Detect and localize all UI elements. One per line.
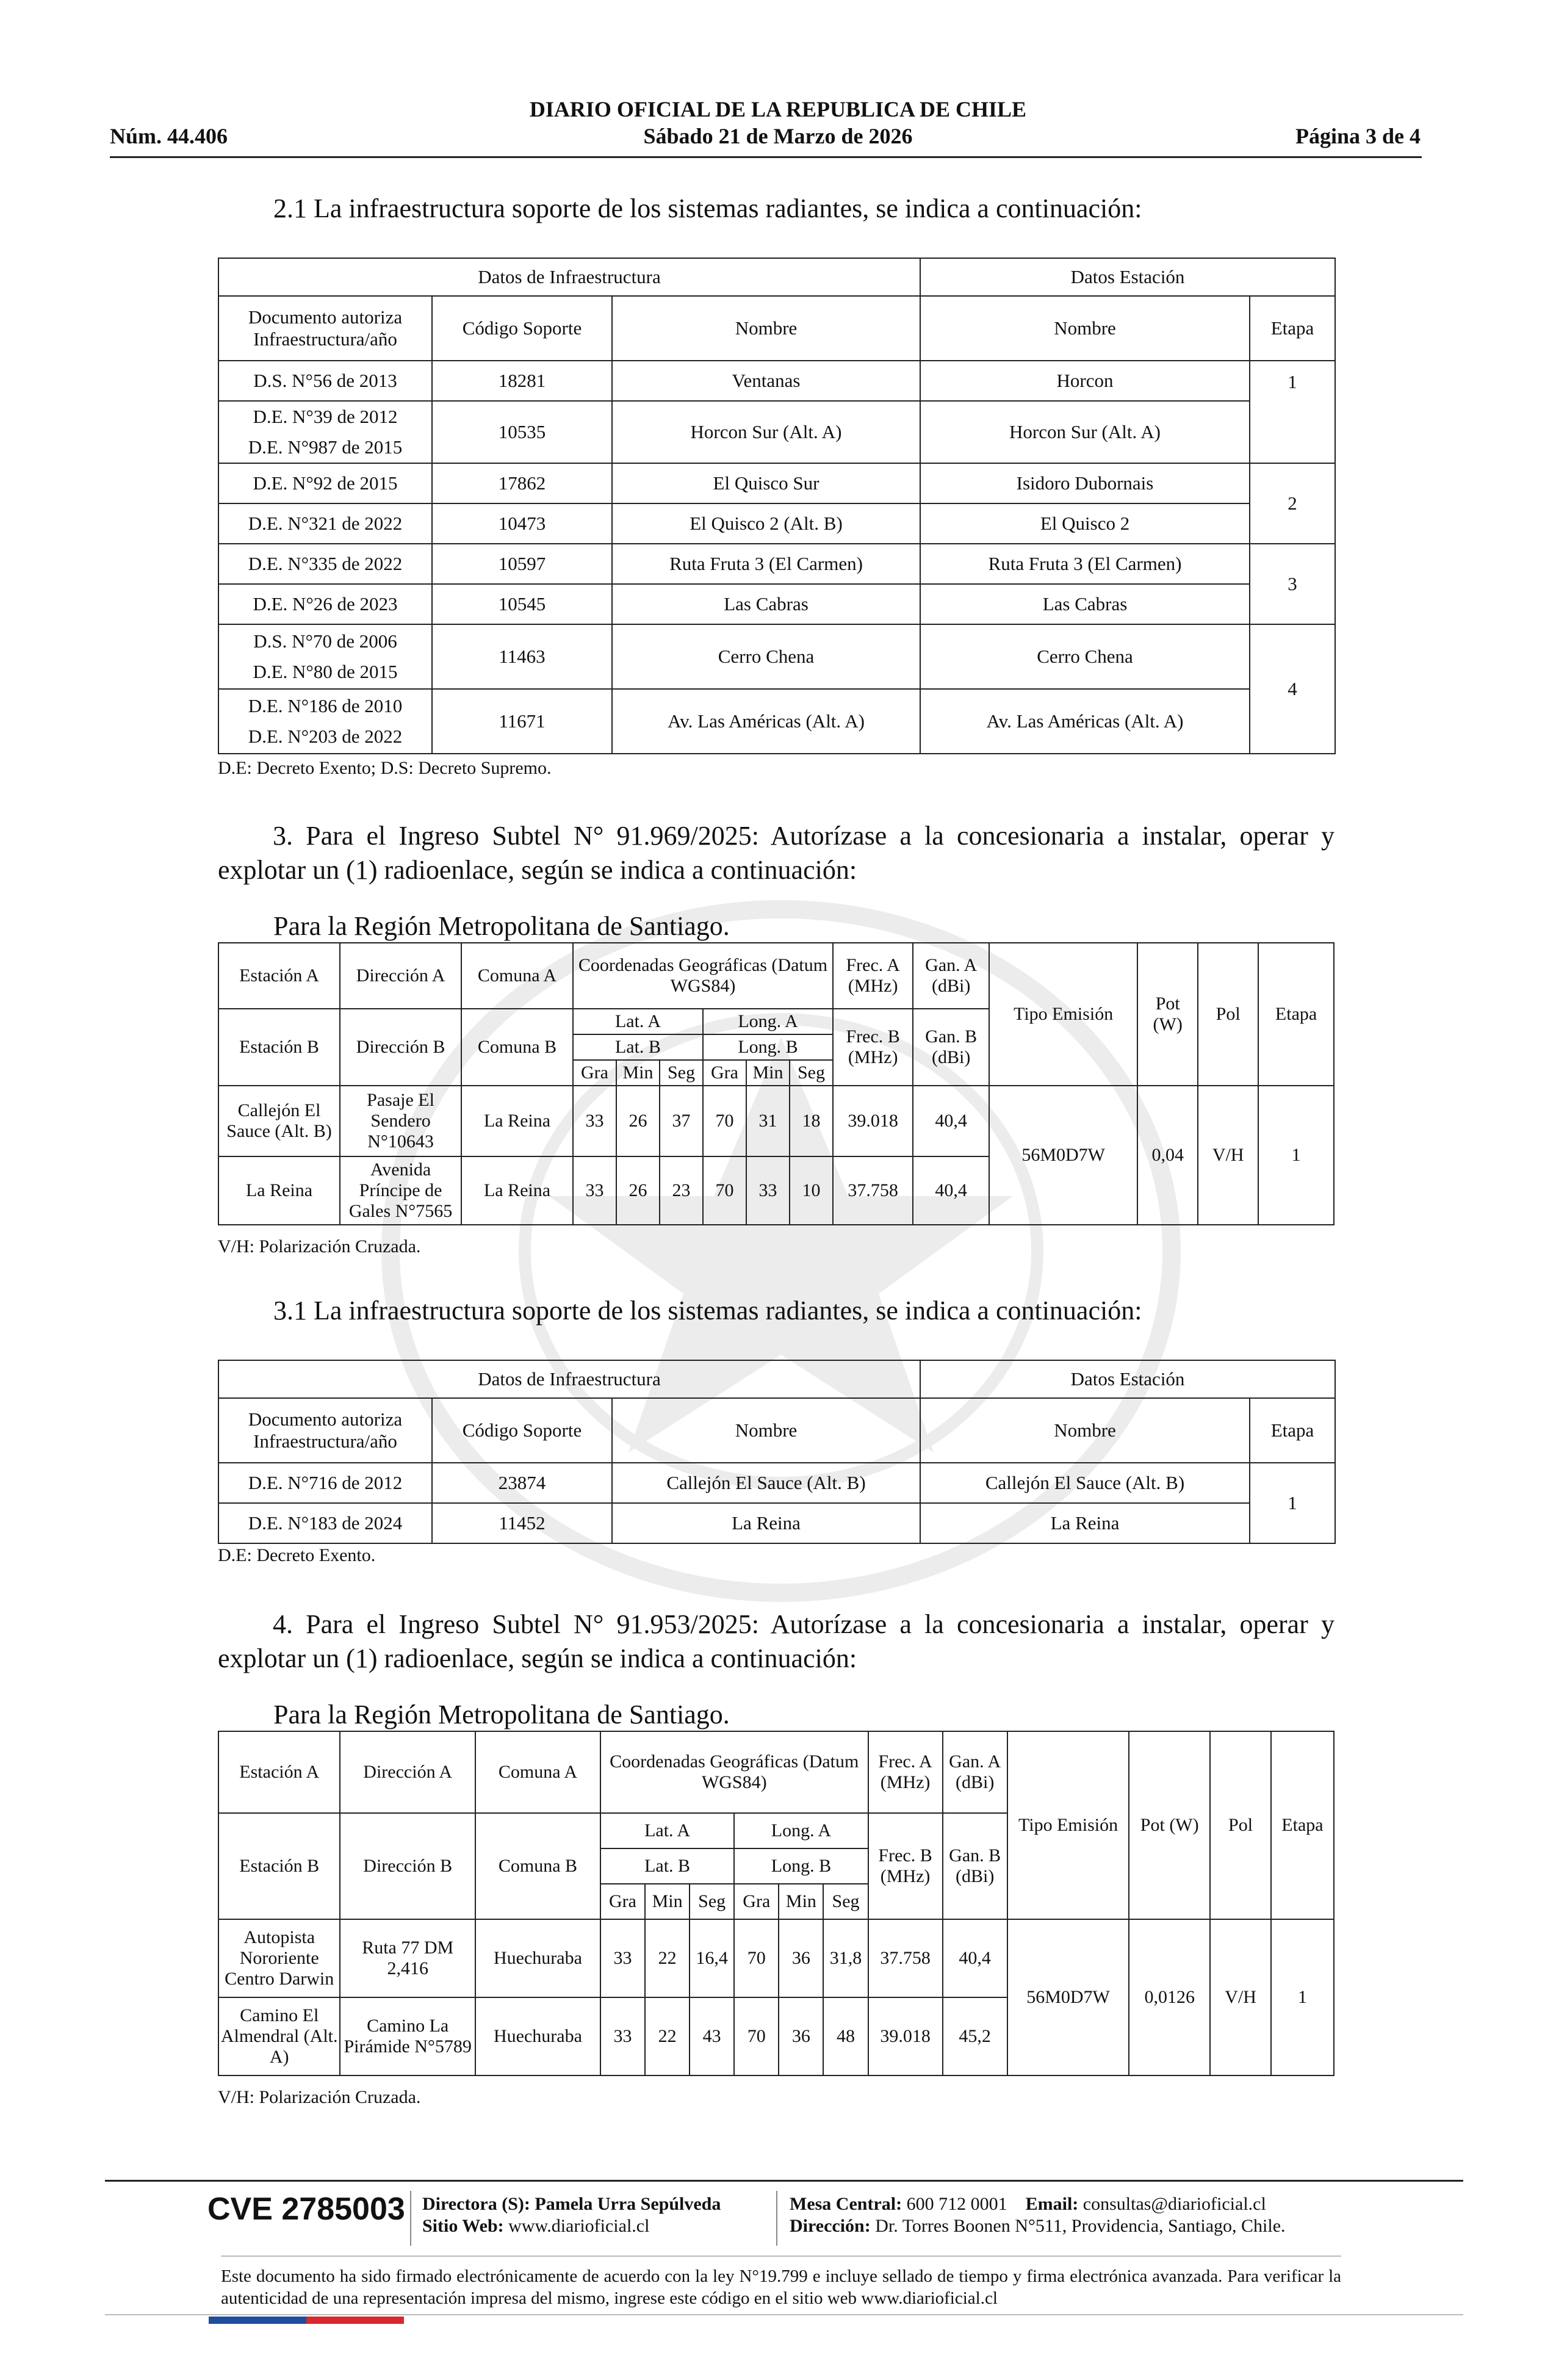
footer-divider	[776, 2191, 777, 2246]
col-power: Pot (W)	[1137, 943, 1198, 1086]
footer-divider	[410, 2191, 411, 2246]
col-freq-a: Frec. A (MHz)	[833, 943, 913, 1009]
group-infrastructure: Datos de Infraestructura	[218, 1360, 920, 1398]
stage-cell: 3	[1250, 544, 1335, 624]
col-station-b: Estación B	[218, 1813, 340, 1919]
footer-director: Directora (S): Pamela Urra Sepúlveda Sitio Web: www.diarioficial.cl	[422, 2194, 721, 2236]
col-long-a: Long. A	[734, 1813, 868, 1848]
radiolink-table-3: Estación A Dirección A Comuna A Coordenadas Geográficas (Datum WGS84) Frec. A (MHz) Gan. A (dBi) Tipo Emisión Pot (W) Pol Etapa Estación B Dirección B Comuna B Lat. A Long. A Frec. B (MHz) Gan. B (dBi) Lat. B Long. B Gra Min Seg Gra Min Seg Callejón El Sauce (Alt. B) Pasaje El Sendero N°10643 La Reina 33 26 37 70 31 18 39.018 40,4 56M0D7W 0,04 V/H 1 La Reina Avenida Príncipe de Gales N°7565 La Reina 33 26 23 70 33 10 37.758 40,4	[218, 942, 1334, 1225]
group-station: Datos Estación	[920, 258, 1335, 296]
table-row: Autopista Nororiente Centro Darwin Ruta 77 DM 2,416 Huechuraba 33 22 16,4 70 36 31,8 37.758 40,4 56M0D7W 0,0126 V/H 1	[218, 1919, 1334, 1997]
group-station: Datos Estación	[920, 1360, 1335, 1398]
infrastructure-table-3-1	[218, 1360, 1336, 1544]
col-gain-a: Gan. A (dBi)	[913, 943, 989, 1009]
footer-top-rule	[105, 2180, 1463, 2182]
col-freq-a: Frec. A (MHz)	[868, 1731, 943, 1813]
col-gain-a: Gan. A (dBi)	[943, 1731, 1007, 1813]
issue-date: Sábado 21 de Marzo de 2026	[643, 124, 913, 148]
footer-contact: Mesa Central: 600 712 0001 Email: consultas@diarioficial.cl Dirección: Dr. Torres Boonen N°511, Providencia, Santiago, Chile.	[790, 2194, 1286, 2236]
header-rule	[110, 156, 1422, 158]
col-gain-b: Gan. B (dBi)	[943, 1813, 1007, 1919]
flag-stripe-blue	[209, 2317, 306, 2324]
flag-stripe-red	[306, 2317, 404, 2324]
table-row: D.E. N°335 de 2022 10597 Ruta Fruta 3 (El Carmen) Ruta Fruta 3 (El Carmen) 3	[218, 544, 1335, 584]
col-address-a: Dirección A	[340, 1731, 475, 1813]
power-value: 0,0126	[1129, 1919, 1210, 2075]
col-commune-b: Comuna B	[461, 1009, 573, 1086]
col-emission-type: Tipo Emisión	[989, 943, 1137, 1086]
table-row: D.E. N°26 de 2023 10545 Las Cabras Las Cabras	[218, 584, 1335, 624]
footer-separator	[221, 2256, 1341, 2257]
col-coordinates: Coordenadas Geográficas (Datum WGS84)	[573, 943, 833, 1009]
col-lat-a: Lat. A	[573, 1009, 703, 1034]
col-name: Nombre	[612, 1398, 920, 1463]
table-note: V/H: Polarización Cruzada.	[218, 1236, 421, 1257]
infrastructure-table-2-1	[218, 258, 1336, 754]
col-long-a: Long. A	[703, 1009, 833, 1034]
col-power: Pot (W)	[1129, 1731, 1210, 1919]
col-stage: Etapa	[1271, 1731, 1334, 1919]
table-note: V/H: Polarización Cruzada.	[218, 2087, 421, 2107]
col-commune-b: Comuna B	[475, 1813, 600, 1919]
col-code: Código Soporte	[432, 296, 612, 361]
col-station-a: Estación A	[218, 1731, 340, 1813]
section-2-1-heading: 2.1 La infraestructura soporte de los sistemas radiantes, se indica a continuación:	[273, 193, 1142, 223]
col-station-name: Nombre	[920, 296, 1250, 361]
col-address-b: Dirección B	[340, 1009, 461, 1086]
table-note: D.E: Decreto Exento.	[218, 1545, 376, 1565]
polarization-value: V/H	[1198, 1086, 1258, 1225]
col-polarization: Pol	[1210, 1731, 1271, 1919]
emission-type-value: 56M0D7W	[989, 1086, 1137, 1225]
col-emission-type: Tipo Emisión	[1007, 1731, 1129, 1919]
table-row: D.S. N°56 de 2013 18281 Ventanas Horcon 1	[218, 361, 1335, 401]
polarization-value: V/H	[1210, 1919, 1271, 2075]
table-row: D.E. N°716 de 2012 23874 Callejón El Sauce (Alt. B) Callejón El Sauce (Alt. B) 1	[218, 1463, 1335, 1503]
stage-value: 1	[1258, 1086, 1334, 1225]
col-gain-b: Gan. B (dBi)	[913, 1009, 989, 1086]
radiolink-table-4: Estación A Dirección A Comuna A Coordenadas Geográficas (Datum WGS84) Frec. A (MHz) Gan. A (dBi) Tipo Emisión Pot (W) Pol Etapa Estación B Dirección B Comuna B Lat. A Long. A Frec. B (MHz) Gan. B (dBi) Lat. B Long. B Gra Min Seg Gra Min Seg Autopista Nororiente Centro Darwin Ruta 77 DM 2,416 Huechuraba 33 22 16,4 70 36 31,8 37.758 40,4 56M0D7W 0,0126 V/H 1 Camino El Almendral (Alt. A) Camino La Pirámide N°5789 Huechuraba 33 22 43 70 36 48 39.018 45,2	[218, 1731, 1334, 2076]
page-number: Página 3 de 4	[1295, 124, 1421, 148]
section-3-paragraph: 3. Para el Ingreso Subtel N° 91.969/2025: Autorízase a la concesionaria a instalar, operar y explotar un (1) radioenlace, según se indica a continuación:	[218, 821, 1334, 885]
col-stage: Etapa	[1250, 1398, 1335, 1463]
table-row: Callejón El Sauce (Alt. B) Pasaje El Sendero N°10643 La Reina 33 26 37 70 31 18 39.018 40,4 56M0D7W 0,04 V/H 1	[218, 1086, 1334, 1156]
footer-bottom-rule	[105, 2314, 1463, 2315]
table-row: D.E. N°39 de 2012 D.E. N°987 de 2015 10535 Horcon Sur (Alt. A) Horcon Sur (Alt. A)	[218, 401, 1335, 463]
col-address-b: Dirección B	[340, 1813, 475, 1919]
col-commune-a: Comuna A	[475, 1731, 600, 1813]
stage-cell: 4	[1250, 624, 1335, 754]
region-label: Para la Región Metropolitana de Santiago.	[273, 1700, 730, 1729]
col-document: Documento autoriza Infraestructura/año	[218, 1398, 432, 1463]
region-label: Para la Región Metropolitana de Santiago.	[273, 911, 730, 941]
col-polarization: Pol	[1198, 943, 1258, 1086]
table-row: D.E. N°321 de 2022 10473 El Quisco 2 (Alt. B) El Quisco 2	[218, 503, 1335, 544]
section-4-paragraph: 4. Para el Ingreso Subtel N° 91.953/2025: Autorízase a la concesionaria a instalar, operar y explotar un (1) radioenlace, según se indica a continuación:	[218, 1609, 1334, 1673]
stage-cell: 2	[1250, 463, 1335, 544]
col-freq-b: Frec. B (MHz)	[833, 1009, 913, 1086]
newspaper-title: DIARIO OFICIAL DE LA REPUBLICA DE CHILE	[529, 97, 1027, 121]
table-note: D.E: Decreto Exento; D.S: Decreto Supremo.	[218, 758, 552, 778]
stage-cell: 1	[1250, 361, 1335, 463]
legal-notice: Este documento ha sido firmado electrónicamente de acuerdo con la ley N°19.799 e incluye sellado de tiempo y firma electrónica avanzada. Para verificar la autenticidad de una representación impresa del mismo, ingrese este código en el sitio web www.diarioficial.cl	[221, 2266, 1341, 2308]
col-name: Nombre	[612, 296, 920, 361]
col-address-a: Dirección A	[340, 943, 461, 1009]
group-infrastructure: Datos de Infraestructura	[218, 258, 920, 296]
col-freq-b: Frec. B (MHz)	[868, 1813, 943, 1919]
col-lat-a: Lat. A	[600, 1813, 734, 1848]
stage-value: 1	[1271, 1919, 1334, 2075]
col-commune-a: Comuna A	[461, 943, 573, 1009]
table-row: D.E. N°92 de 2015 17862 El Quisco Sur Isidoro Dubornais 2	[218, 463, 1335, 503]
col-stage: Etapa	[1250, 296, 1335, 361]
col-lat-b: Lat. B	[600, 1848, 734, 1884]
emission-type-value: 56M0D7W	[1007, 1919, 1129, 2075]
issue-number: Núm. 44.406	[110, 124, 228, 148]
col-stage: Etapa	[1258, 943, 1334, 1086]
col-long-b: Long. B	[703, 1034, 833, 1060]
table-row: D.E. N°186 de 2010 D.E. N°203 de 2022 11671 Av. Las Américas (Alt. A) Av. Las Américas (Alt. A)	[218, 689, 1335, 754]
table-row: D.S. N°70 de 2006 D.E. N°80 de 2015 11463 Cerro Chena Cerro Chena 4	[218, 624, 1335, 689]
stage-cell: 1	[1250, 1463, 1335, 1543]
col-long-b: Long. B	[734, 1848, 868, 1884]
cve-code: CVE 2785003	[207, 2191, 405, 2227]
col-document: Documento autoriza Infraestructura/año	[218, 296, 432, 361]
table-row: Camino El Almendral (Alt. A) Camino La Pirámide N°5789 Huechuraba 33 22 43 70 36 48 39.018 45,2	[218, 1997, 1334, 2075]
power-value: 0,04	[1137, 1086, 1198, 1225]
col-station-a: Estación A	[218, 943, 340, 1009]
col-coordinates: Coordenadas Geográficas (Datum WGS84)	[600, 1731, 868, 1813]
col-lat-b: Lat. B	[573, 1034, 703, 1060]
col-station-name: Nombre	[920, 1398, 1250, 1463]
col-station-b: Estación B	[218, 1009, 340, 1086]
table-row: D.E. N°183 de 2024 11452 La Reina La Reina	[218, 1503, 1335, 1543]
table-row: La Reina Avenida Príncipe de Gales N°7565 La Reina 33 26 23 70 33 10 37.758 40,4	[218, 1156, 1334, 1225]
col-code: Código Soporte	[432, 1398, 612, 1463]
section-3-1-heading: 3.1 La infraestructura soporte de los sistemas radiantes, se indica a continuación:	[273, 1296, 1142, 1325]
